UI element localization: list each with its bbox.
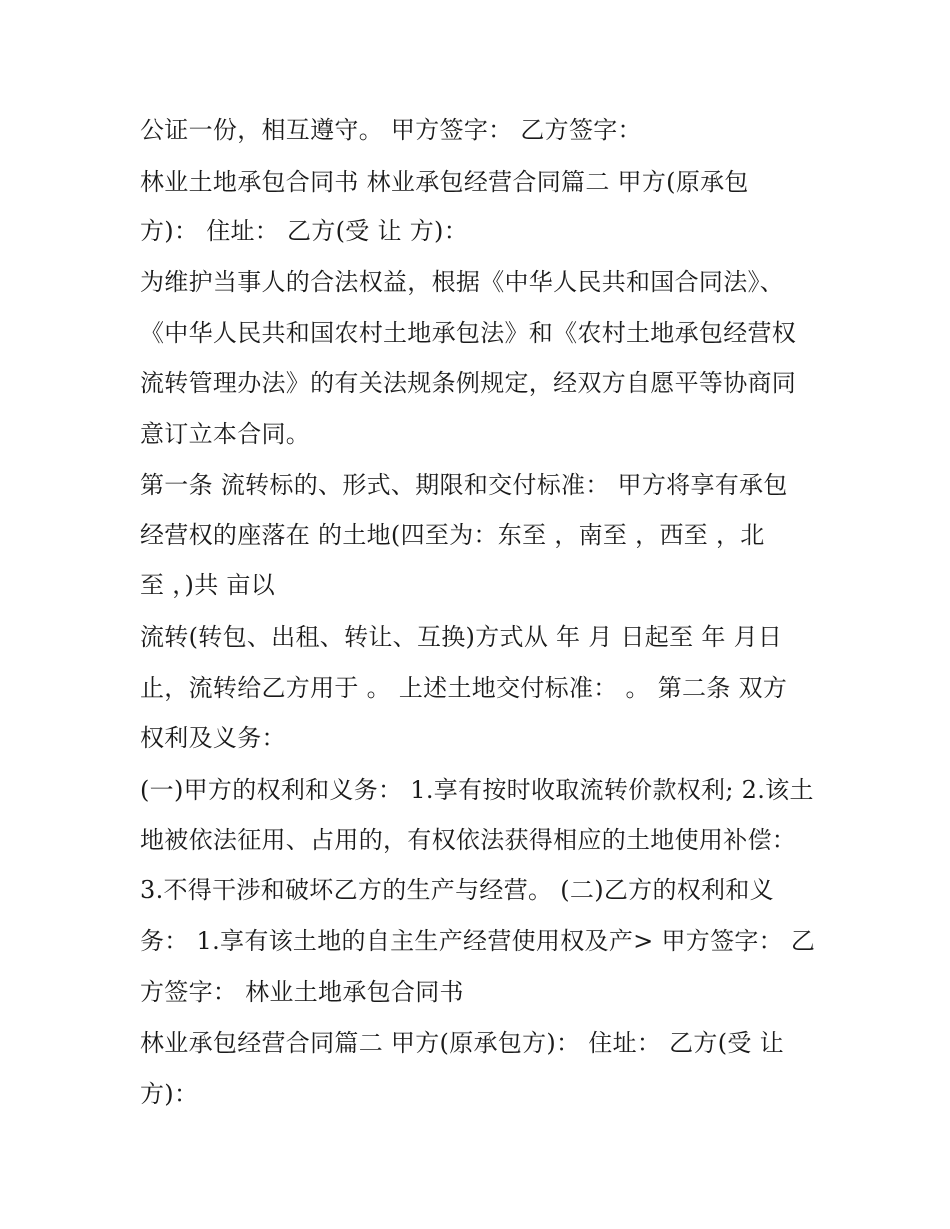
text-line: 地被依法征用、占用的，有权依法获得相应的土地使用补偿： xyxy=(140,826,797,854)
text-line: 3.不得干涉和破坏乙方的生产与经营。 (二)乙方的权利和义 xyxy=(140,876,774,904)
text-line: 止，流转给乙方用于 。 上述土地交付标准： 。 第二条 双方 xyxy=(140,674,788,702)
text-line: 流转(转包、出租、转让、互换)方式从 年 月 日起至 年 月日 xyxy=(140,623,783,651)
text-line: 林业承包经营合同篇二 甲方(原承包方)： 住址： 乙方(受 让 xyxy=(140,1029,784,1057)
text-line: 意订立本合同。 xyxy=(140,420,311,448)
text-line: 经营权的座落在 的土地(四至为：东至 ，南至 ，西至 ，北 xyxy=(140,521,765,549)
text-line: 务： 1.享有该土地的自主生产经营使用权及产> 甲方签字： 乙 xyxy=(140,927,816,955)
text-line: 流转管理办法》的有关法规条例规定，经双方自愿平等协商同 xyxy=(140,369,797,397)
text-line: 方)： 住址： 乙方(受 让 方)： xyxy=(140,217,469,245)
text-line: 方签字： 林业土地承包合同书 xyxy=(140,978,464,1006)
text-line: 《中华人民共和国农村土地承包法》和《农村土地承包经营权 xyxy=(140,319,797,347)
text-line: 第一条 流转标的、形式、期限和交付标准： 甲方将享有承包 xyxy=(140,471,788,499)
text-line: 林业土地承包合同书 林业承包经营合同篇二 甲方(原承包 xyxy=(140,168,749,196)
text-line: 为维护当事人的合法权益，根据《中华人民共和国合同法》、 xyxy=(140,268,785,296)
text-line: 权利及义务： xyxy=(140,724,286,752)
text-line: 至 ，)共 亩以 xyxy=(140,571,276,599)
text-line: (一)甲方的权利和义务： 1.享有按时收取流转价款权利; 2.该土 xyxy=(140,776,814,804)
text-line: 方)： xyxy=(140,1080,199,1108)
text-line: 公证一份，相互遵守。 甲方签字： 乙方签字： xyxy=(140,116,642,144)
